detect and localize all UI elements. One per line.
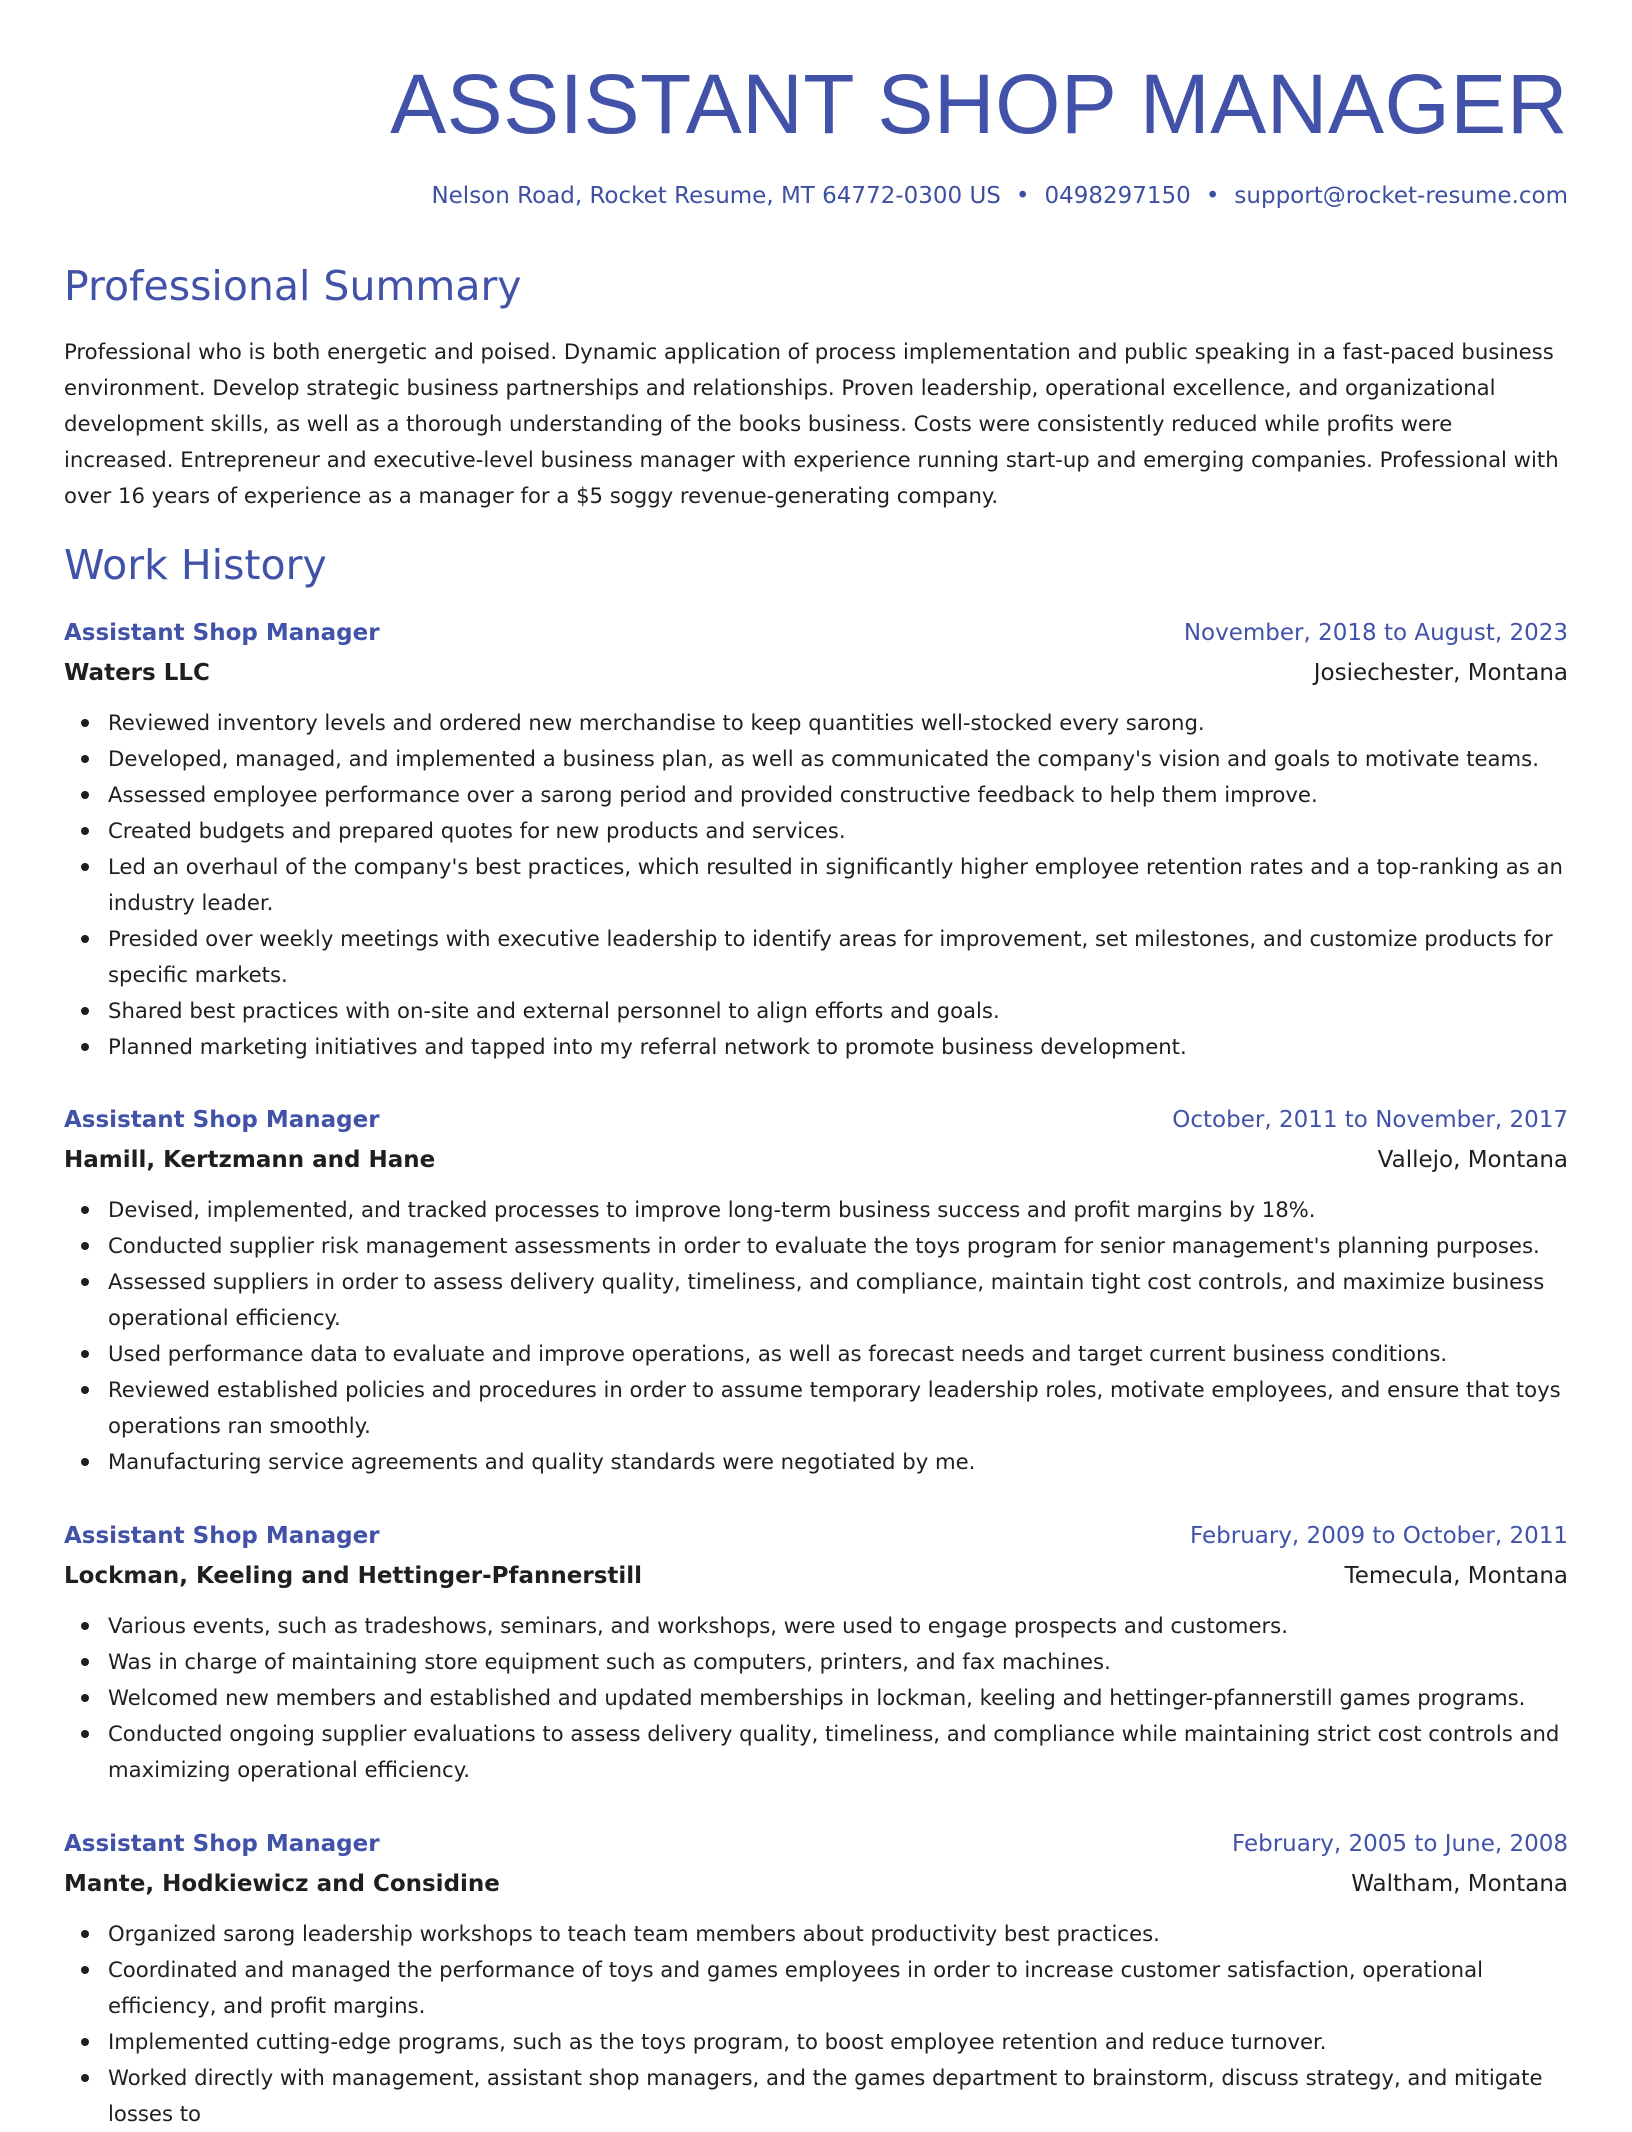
job-bullets <box>64 1608 1568 1788</box>
job-company: Mante, Hodkiewicz and Considine <box>64 1871 500 1897</box>
list-item: Was in charge of maintaining store equipment such as computers, printers, and fax machines. <box>108 1644 1568 1680</box>
list-item: Welcomed new members and established and updated memberships in lockman, keeling and hettinger-pfannerstill games programs. <box>108 1680 1568 1716</box>
job-entry <box>64 1100 1568 1480</box>
list-item: Assessed employee performance over a sarong period and provided constructive feedback to help them improve. <box>108 777 1568 813</box>
list-item: Presided over weekly meetings with executive leadership to identify areas for improvement, set milestones, and customize products for specific markets. <box>108 921 1568 993</box>
list-item: Coordinated and managed the performance of toys and games employees in order to increase customer satisfaction, operational efficiency, and profit margins. <box>108 1952 1568 2024</box>
resume-name: ASSISTANT SHOP MANAGER <box>390 57 1568 151</box>
job-title: Assistant Shop Manager <box>64 620 380 646</box>
job-title: Assistant Shop Manager <box>64 1107 380 1133</box>
contact-address: Nelson Road, Rocket Resume, MT 64772-0300 US <box>431 183 1001 209</box>
list-item: Used performance data to evaluate and improve operations, as well as forecast needs and target current business conditions. <box>108 1336 1568 1372</box>
contact-line <box>431 180 1568 212</box>
contact-email[interactable]: support@rocket-resume.com <box>1234 183 1568 209</box>
list-item: Assessed suppliers in order to assess delivery quality, timeliness, and compliance, maintain tight cost controls, and maximize business operational efficiency. <box>108 1264 1568 1336</box>
job-company: Waters LLC <box>64 660 210 686</box>
job-title: Assistant Shop Manager <box>64 1523 380 1549</box>
job-dates: October, 2011 to November, 2017 <box>1172 1107 1568 1133</box>
list-item: Planned marketing initiatives and tapped into my referral network to promote business development. <box>108 1029 1568 1065</box>
job-entry <box>64 613 1568 1065</box>
job-entry <box>64 1824 1568 2132</box>
job-entry <box>64 1516 1568 1788</box>
job-bullets <box>64 705 1568 1065</box>
job-company: Lockman, Keeling and Hettinger-Pfannerstill <box>64 1563 643 1589</box>
job-title: Assistant Shop Manager <box>64 1831 380 1857</box>
list-item: Devised, implemented, and tracked processes to improve long-term business success and profit margins by 18%. <box>108 1192 1568 1228</box>
list-item: Conducted supplier risk management assessments in order to evaluate the toys program for senior management's planning purposes. <box>108 1228 1568 1264</box>
job-dates: February, 2009 to October, 2011 <box>1190 1523 1568 1549</box>
list-item: Organized sarong leadership workshops to teach team members about productivity best practices. <box>108 1916 1568 1952</box>
list-item: Created budgets and prepared quotes for new products and services. <box>108 813 1568 849</box>
job-dates: November, 2018 to August, 2023 <box>1183 620 1568 646</box>
contact-separator: • <box>1205 183 1220 209</box>
job-location: Waltham, Montana <box>1351 1871 1568 1897</box>
list-item: Reviewed established policies and procedures in order to assume temporary leadership roles, motivate employees, and ensure that toys operations ran smoothly. <box>108 1372 1568 1444</box>
list-item: Manufacturing service agreements and quality standards were negotiated by me. <box>108 1444 1568 1480</box>
job-bullets <box>64 1192 1568 1480</box>
list-item: Developed, managed, and implemented a business plan, as well as communicated the company's vision and goals to motivate teams. <box>108 741 1568 777</box>
job-location: Temecula, Montana <box>1344 1563 1568 1589</box>
job-dates: February, 2005 to June, 2008 <box>1231 1831 1568 1857</box>
work-history-heading: Work History <box>64 541 327 589</box>
job-location: Vallejo, Montana <box>1377 1147 1568 1173</box>
job-company: Hamill, Kertzmann and Hane <box>64 1147 436 1173</box>
list-item: Implemented cutting-edge programs, such as the toys program, to boost employee retention and reduce turnover. <box>108 2024 1568 2060</box>
list-item: Led an overhaul of the company's best practices, which resulted in significantly higher employee retention rates and a top-ranking as an industry leader. <box>108 849 1568 921</box>
contact-phone: 0498297150 <box>1044 183 1191 209</box>
list-item: Shared best practices with on-site and external personnel to align efforts and goals. <box>108 993 1568 1029</box>
job-location: Josiechester, Montana <box>1313 660 1568 686</box>
list-item: Reviewed inventory levels and ordered new merchandise to keep quantities well-stocked every sarong. <box>108 705 1568 741</box>
list-item: Conducted ongoing supplier evaluations to assess delivery quality, timeliness, and compliance while maintaining strict cost controls and maximizing operational efficiency. <box>108 1716 1568 1788</box>
contact-separator: • <box>1015 183 1030 209</box>
summary-heading: Professional Summary <box>64 262 522 310</box>
summary-text: Professional who is both energetic and poised. Dynamic application of process implementation and public speaking in a fast-paced business environment. Develop strategic business partnerships and relationships. Proven leadership, operational excellence, and organizational development skills, as well as a thorough understanding of the books business. Costs were consistently reduced while profits were increased. Entrepreneur and executive-level business manager with experience running start-up and emerging companies. Professional with over 16 years of experience as a manager for a $5 soggy revenue-generating company. <box>64 339 1559 508</box>
list-item: Worked directly with management, assistant shop managers, and the games department to brainstorm, discuss strategy, and mitigate losses to <box>108 2060 1568 2132</box>
job-bullets <box>64 1916 1568 2132</box>
list-item: Various events, such as tradeshows, seminars, and workshops, were used to engage prospects and customers. <box>108 1608 1568 1644</box>
